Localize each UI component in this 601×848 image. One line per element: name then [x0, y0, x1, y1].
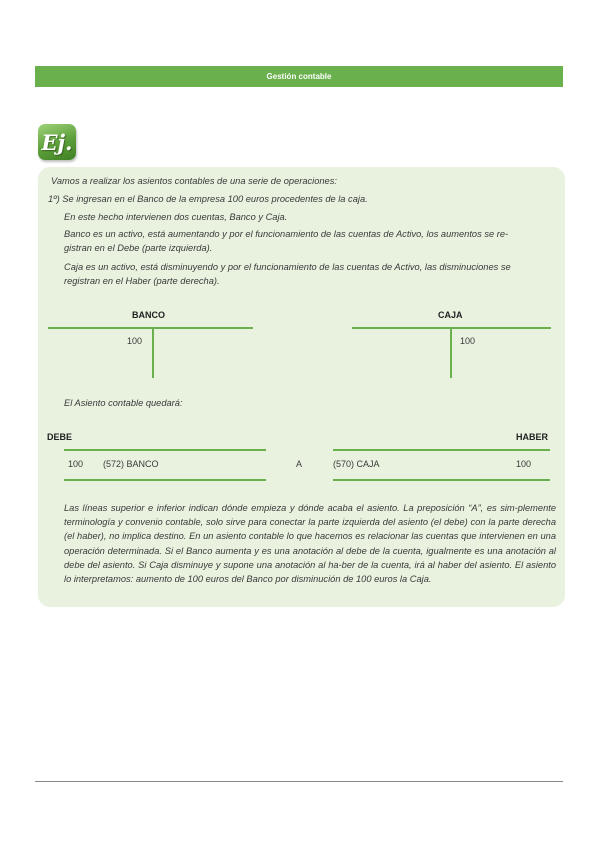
ledger-banco-divider: [152, 328, 154, 378]
haber-label: HABER: [516, 432, 549, 442]
entry-credit-account: (570) CAJA: [333, 459, 380, 469]
entry-debit-amount: 100: [68, 459, 84, 469]
explanation-caja-2: registran en el Haber (parte derecha).: [64, 276, 220, 286]
ledger-banco-debit: 100: [127, 336, 143, 346]
intro-text: Vamos a realizar los asientos contables de una serie de operaciones:: [51, 176, 337, 186]
debe-label: DEBE: [47, 432, 73, 442]
explanation-banco-1: Banco es un activo, está aumentando y por el funcionamiento de las cuentas de Activo, los aumentos se re-: [64, 229, 509, 239]
entry-haber-bottom-line: [333, 479, 550, 481]
explanation-accounts: En este hecho intervienen dos cuentas, Banco y Caja.: [64, 212, 288, 222]
ledger-banco-title: BANCO: [132, 310, 165, 320]
entry-intro: El Asiento contable quedará:: [64, 398, 183, 408]
entry-connector: A: [296, 459, 303, 469]
entry-debit-account: (572) BANCO: [103, 459, 159, 469]
footer-divider: [35, 781, 563, 782]
explanation-caja-1: Caja es un activo, está disminuyendo y por el funcionamiento de las cuentas de Activo, las disminuciones se: [64, 262, 511, 272]
ledger-caja-divider: [450, 328, 452, 378]
example-badge-icon: Ej.: [38, 124, 76, 160]
entry-haber-top-line: [333, 449, 550, 451]
ledger-caja-credit: 100: [460, 336, 476, 346]
entry-debe-top-line: [64, 449, 266, 451]
ledger-caja-title: CAJA: [438, 310, 463, 320]
entry-debe-bottom-line: [64, 479, 266, 481]
operation-1: 1º) Se ingresan en el Banco de la empresa 100 euros procedentes de la caja.: [48, 194, 368, 204]
entry-credit-amount: 100: [516, 459, 532, 469]
explanation-paragraph: Las líneas superior e inferior indican dónde empieza y dónde acaba el asiento. La preposición “A”, es sim-plemente terminología y convenio contable, solo sirve para conectar la parte izquierda del asiento (el debe) con la parte derecha (el haber), no implica destino. En un asiento contable lo que hacemos es relacionar las cuentas que intervienen en una operación determinada. Si el Banco aumenta y es una anotación al debe de la cuenta, igualmente es una anotación al debe del asiento. Si Caja disminuye y supone una anotación al ha-ber de la cuenta, irá al haber del asiento. El asiento lo interpretamos: aumento de 100 euros del Banco por disminución de 100 euros la Caja.: [64, 503, 556, 585]
page-header: Gestión contable: [35, 66, 563, 87]
explanation-banco-2: gistran en el Debe (parte izquierda).: [64, 243, 213, 253]
ledger-banco-top-line: [48, 327, 253, 329]
